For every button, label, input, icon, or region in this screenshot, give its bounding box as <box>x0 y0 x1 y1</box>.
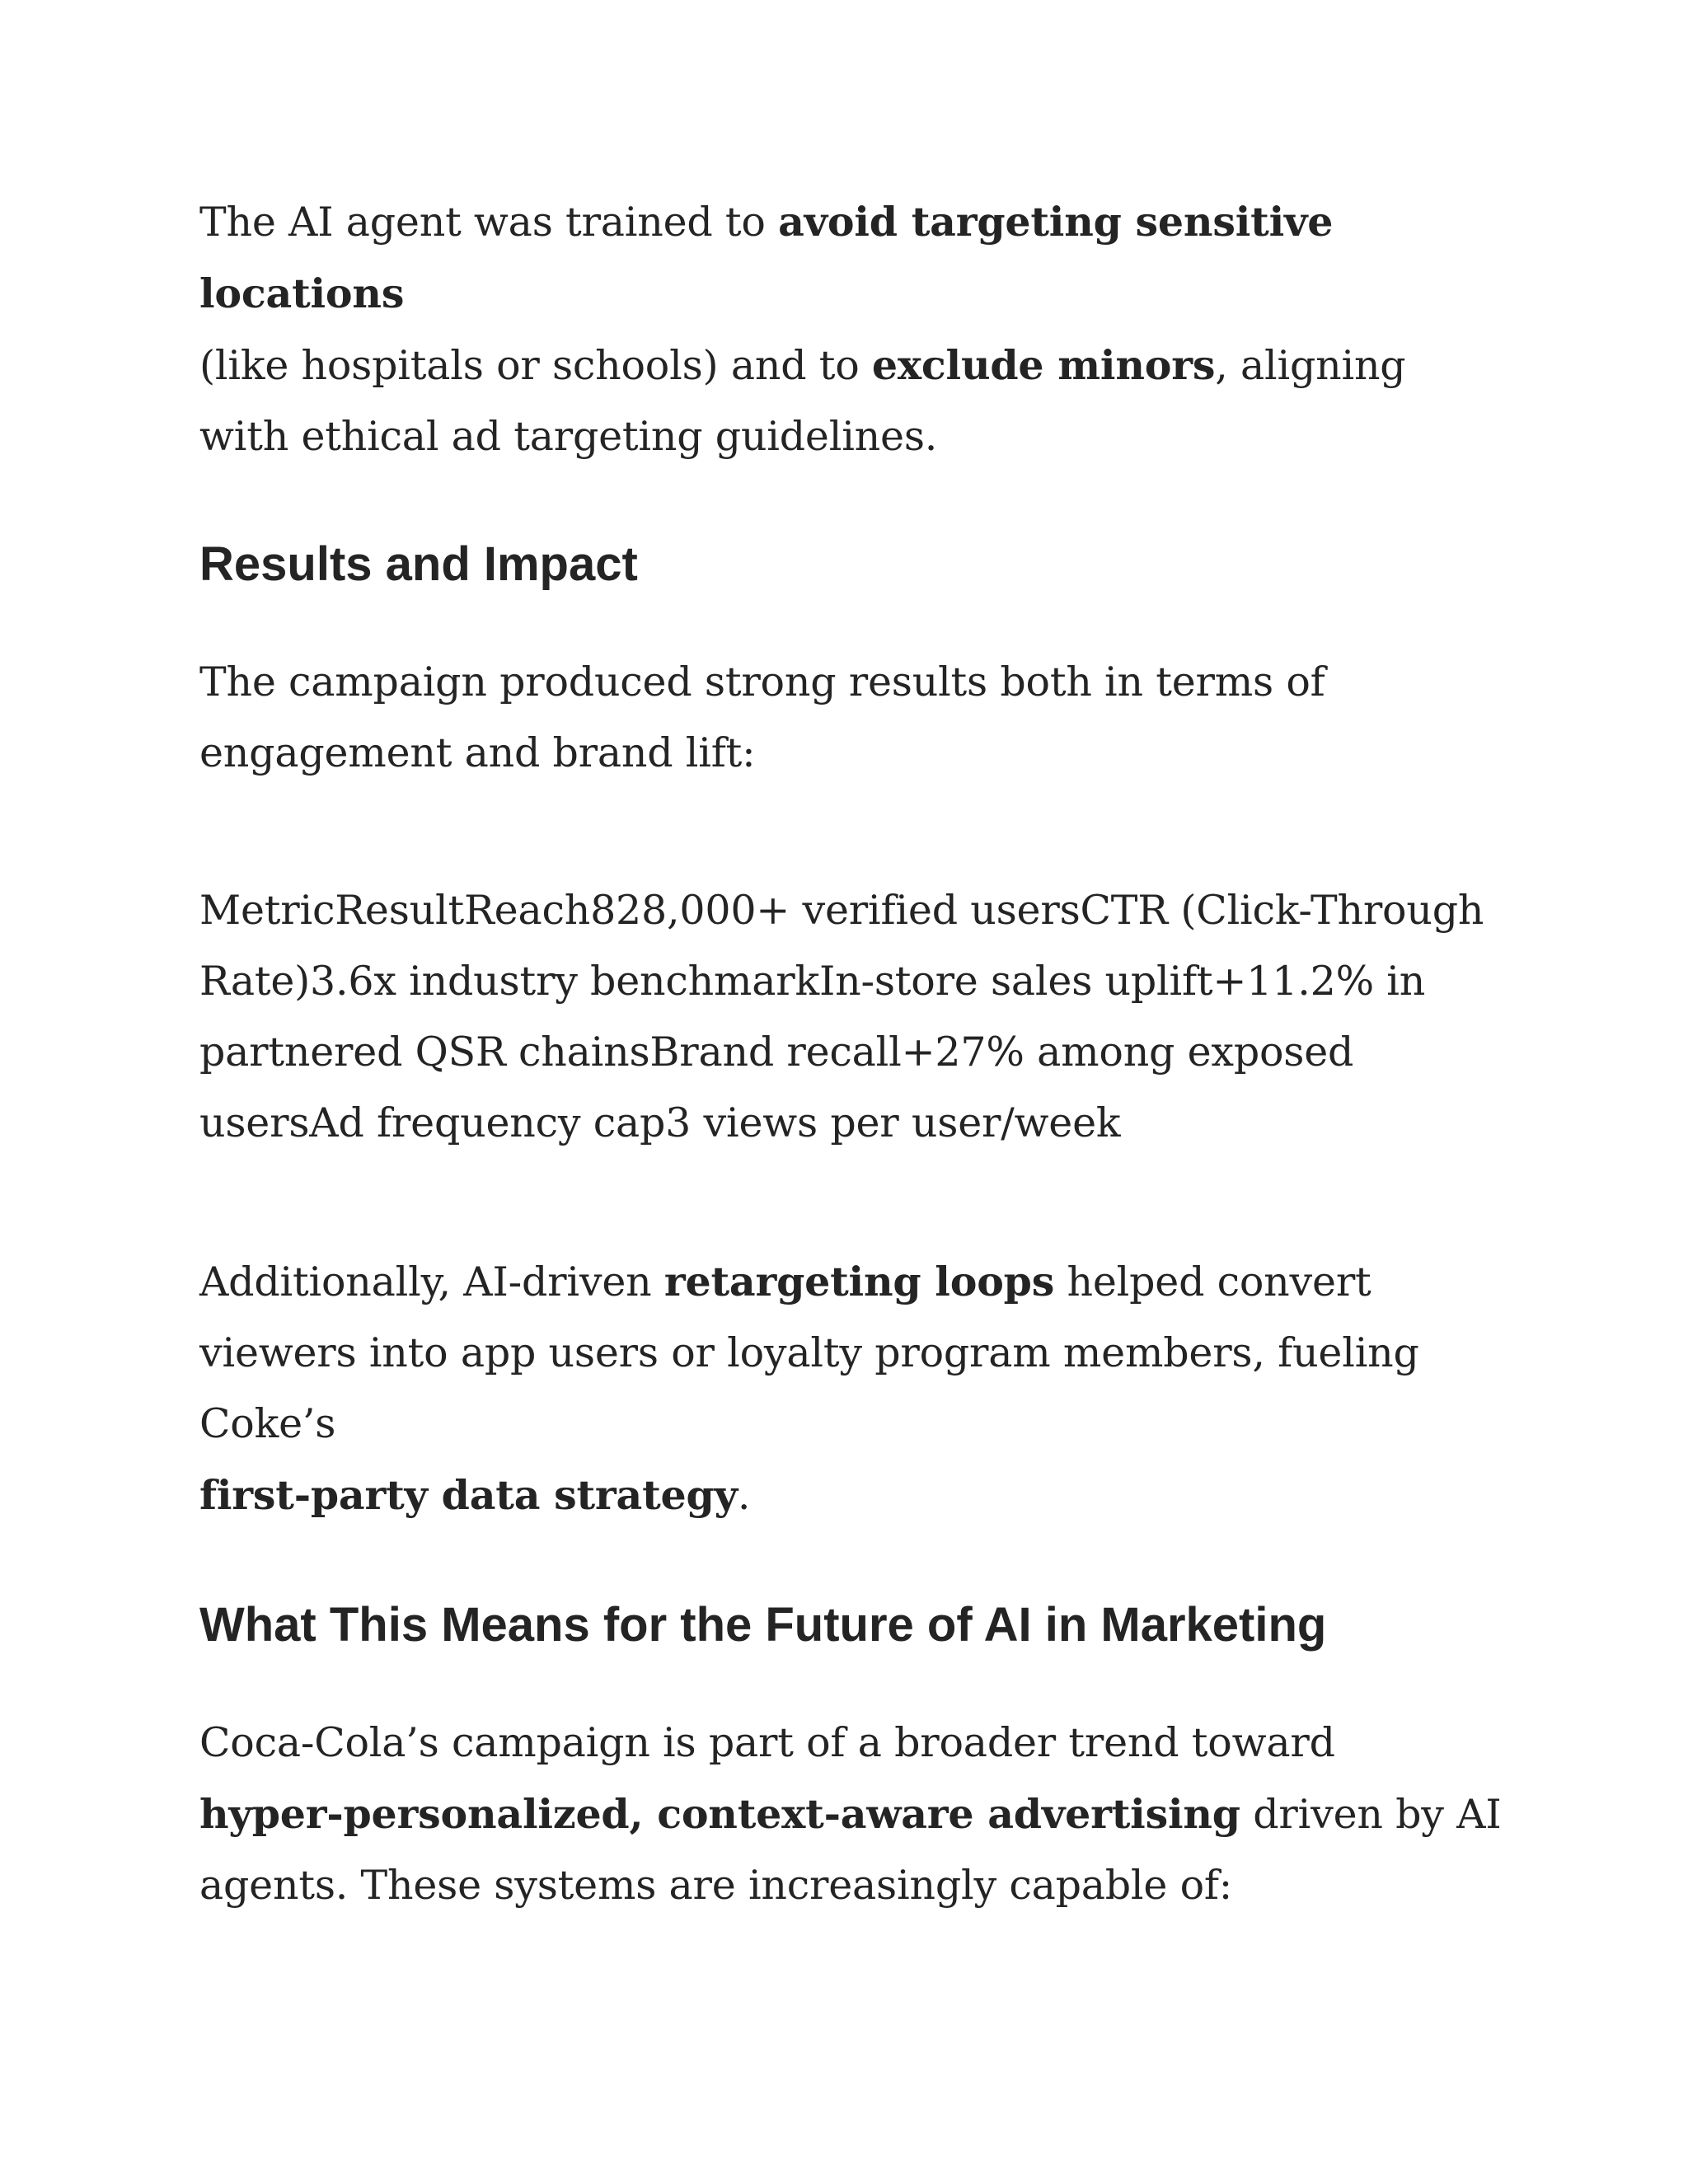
text-run: driven by AI agents. These systems are increasingly capable of: <box>199 1791 1502 1909</box>
section-heading-results: Results and Impact <box>199 537 638 591</box>
bold-first-party-data: first-party data strategy <box>199 1471 738 1519</box>
text-run: helped convert viewers into app users or loyalty program members, fueling Coke’s <box>199 1258 1419 1447</box>
paragraph-campaign-results: The campaign produced strong results both in terms of engagement and brand lift: <box>199 658 1325 776</box>
text-run: Additionally, AI-driven <box>199 1258 664 1305</box>
paragraph-retargeting <box>199 1246 1502 1531</box>
text-run: (like hospitals or schools) and to <box>199 342 872 389</box>
text-run: Coca-Cola’s campaign is part of a broader trend toward <box>199 1719 1335 1766</box>
bold-exclude-minors: exclude minors <box>871 341 1216 389</box>
bold-hyper-personalized: hyper-personalized, context-aware advertising <box>199 1790 1240 1838</box>
paragraph-ethical-targeting <box>199 186 1502 472</box>
metrics-table-text: MetricResultReach828,000+ verified usersCTR (Click-Through Rate)3.6x industry benchmarkIn-store sales uplift+11.2% in partnered QSR chainsBrand recall+27% among exposed usersAd frequency cap3 views per user/week <box>199 887 1484 1146</box>
bold-sensitive-locations: avoid targeting sensitive locations <box>199 198 1334 317</box>
text-run: , aligning with ethical ad targeting guidelines. <box>199 342 1406 460</box>
section-heading-future: What This Means for the Future of AI in Marketing <box>199 1598 1327 1652</box>
text-run: The AI agent was trained to <box>199 199 779 246</box>
text-run: . <box>737 1472 751 1519</box>
bold-retargeting-loops: retargeting loops <box>663 1258 1055 1305</box>
paragraph-future-trend <box>199 1708 1502 1921</box>
